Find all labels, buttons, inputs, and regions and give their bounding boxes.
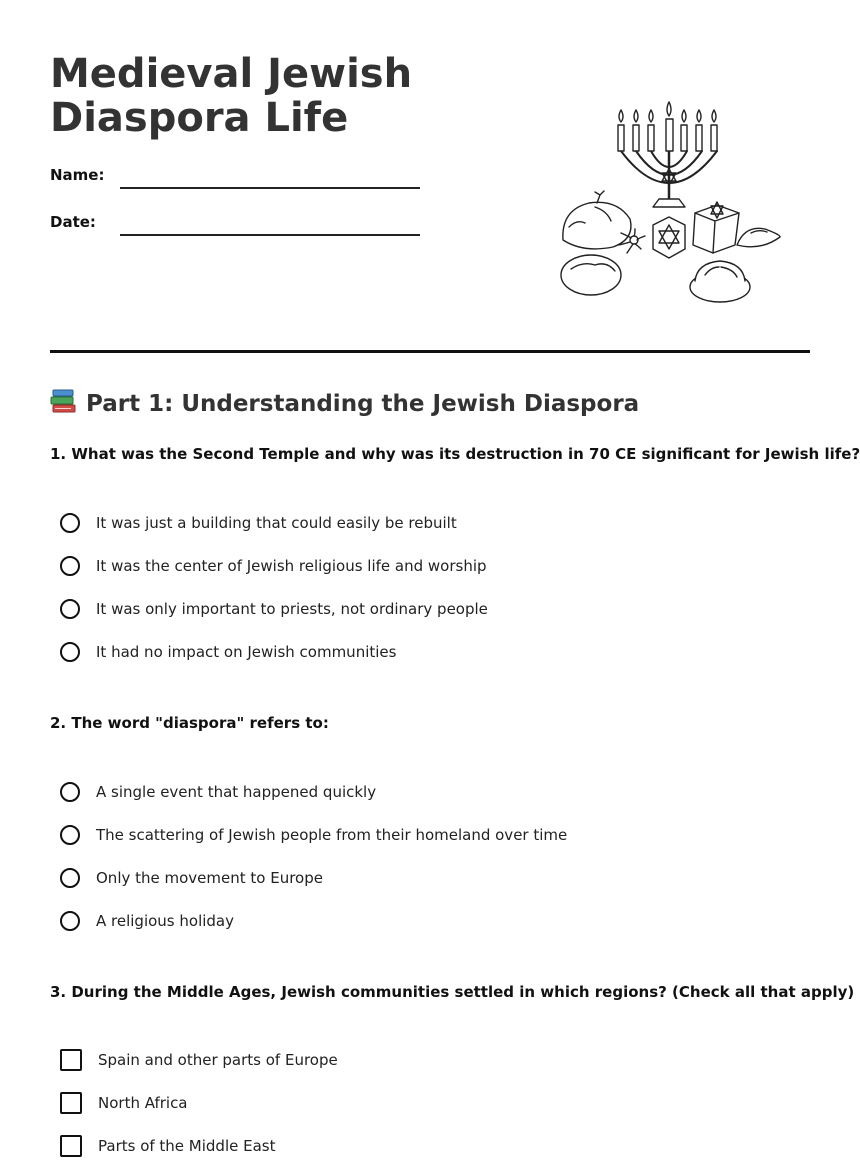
radio-button[interactable]	[60, 825, 80, 845]
question-2: 2. The word "diaspora" refers to:	[50, 714, 329, 732]
kippah-icon	[737, 228, 780, 246]
option-label: It was just a building that could easily be rebuilt	[96, 514, 457, 532]
question-3: 3. During the Middle Ages, Jewish communities settled in which regions? (Check all that apply)	[50, 983, 855, 1001]
q3-option-2[interactable]	[60, 1090, 188, 1116]
option-label: It had no impact on Jewish communities	[96, 643, 397, 661]
q2-option-3[interactable]	[60, 865, 323, 891]
date-label: Date:	[50, 213, 96, 231]
question-1: 1. What was the Second Temple and why was its destruction in 70 CE significant for Jewish life?	[50, 445, 860, 463]
option-label: North Africa	[98, 1094, 188, 1112]
radio-button[interactable]	[60, 911, 80, 931]
q3-option-1[interactable]	[60, 1047, 338, 1073]
q1-option-1[interactable]	[60, 510, 457, 536]
q2-option-1[interactable]	[60, 779, 376, 805]
q1-option-3[interactable]	[60, 596, 488, 622]
date-field[interactable]	[120, 234, 420, 236]
radio-button[interactable]	[60, 513, 80, 533]
option-label: It was only important to priests, not ordinary people	[96, 600, 488, 618]
worksheet-title	[50, 52, 470, 140]
checkbox[interactable]	[60, 1049, 82, 1071]
checkbox[interactable]	[60, 1092, 82, 1114]
checkbox[interactable]	[60, 1135, 82, 1157]
q2-option-4[interactable]	[60, 908, 234, 934]
menorah-icon	[618, 102, 717, 207]
title-line-1: Medieval Jewish	[50, 51, 413, 97]
star-of-david-icon	[653, 217, 685, 258]
q2-option-2[interactable]	[60, 822, 567, 848]
name-field[interactable]	[120, 187, 420, 189]
title-line-2: Diaspora Life	[50, 95, 349, 141]
q1-option-4[interactable]	[60, 639, 396, 665]
option-label: It was the center of Jewish religious life and worship	[96, 557, 487, 575]
radio-button[interactable]	[60, 599, 80, 619]
q3-option-3[interactable]	[60, 1133, 276, 1159]
radio-button[interactable]	[60, 868, 80, 888]
round-bread-icon	[690, 261, 750, 302]
books-icon	[50, 388, 78, 414]
challah-bread-icon	[563, 191, 631, 249]
option-label: Only the movement to Europe	[96, 869, 323, 887]
option-label: Spain and other parts of Europe	[98, 1051, 338, 1069]
bread-icon	[561, 255, 621, 295]
radio-button[interactable]	[60, 642, 80, 662]
radio-button[interactable]	[60, 782, 80, 802]
q1-option-2[interactable]	[60, 553, 487, 579]
option-label: Parts of the Middle East	[98, 1137, 276, 1155]
header-divider	[50, 350, 810, 353]
section-heading-text: Part 1: Understanding the Jewish Diaspora	[86, 391, 640, 417]
option-label: A religious holiday	[96, 912, 234, 930]
section-heading	[50, 388, 639, 417]
dreidel-icon	[693, 202, 739, 253]
name-label: Name:	[50, 166, 105, 184]
option-label: A single event that happened quickly	[96, 783, 377, 801]
option-label: The scattering of Jewish people from their homeland over time	[96, 826, 568, 844]
judaica-illustration	[555, 95, 787, 310]
radio-button[interactable]	[60, 556, 80, 576]
